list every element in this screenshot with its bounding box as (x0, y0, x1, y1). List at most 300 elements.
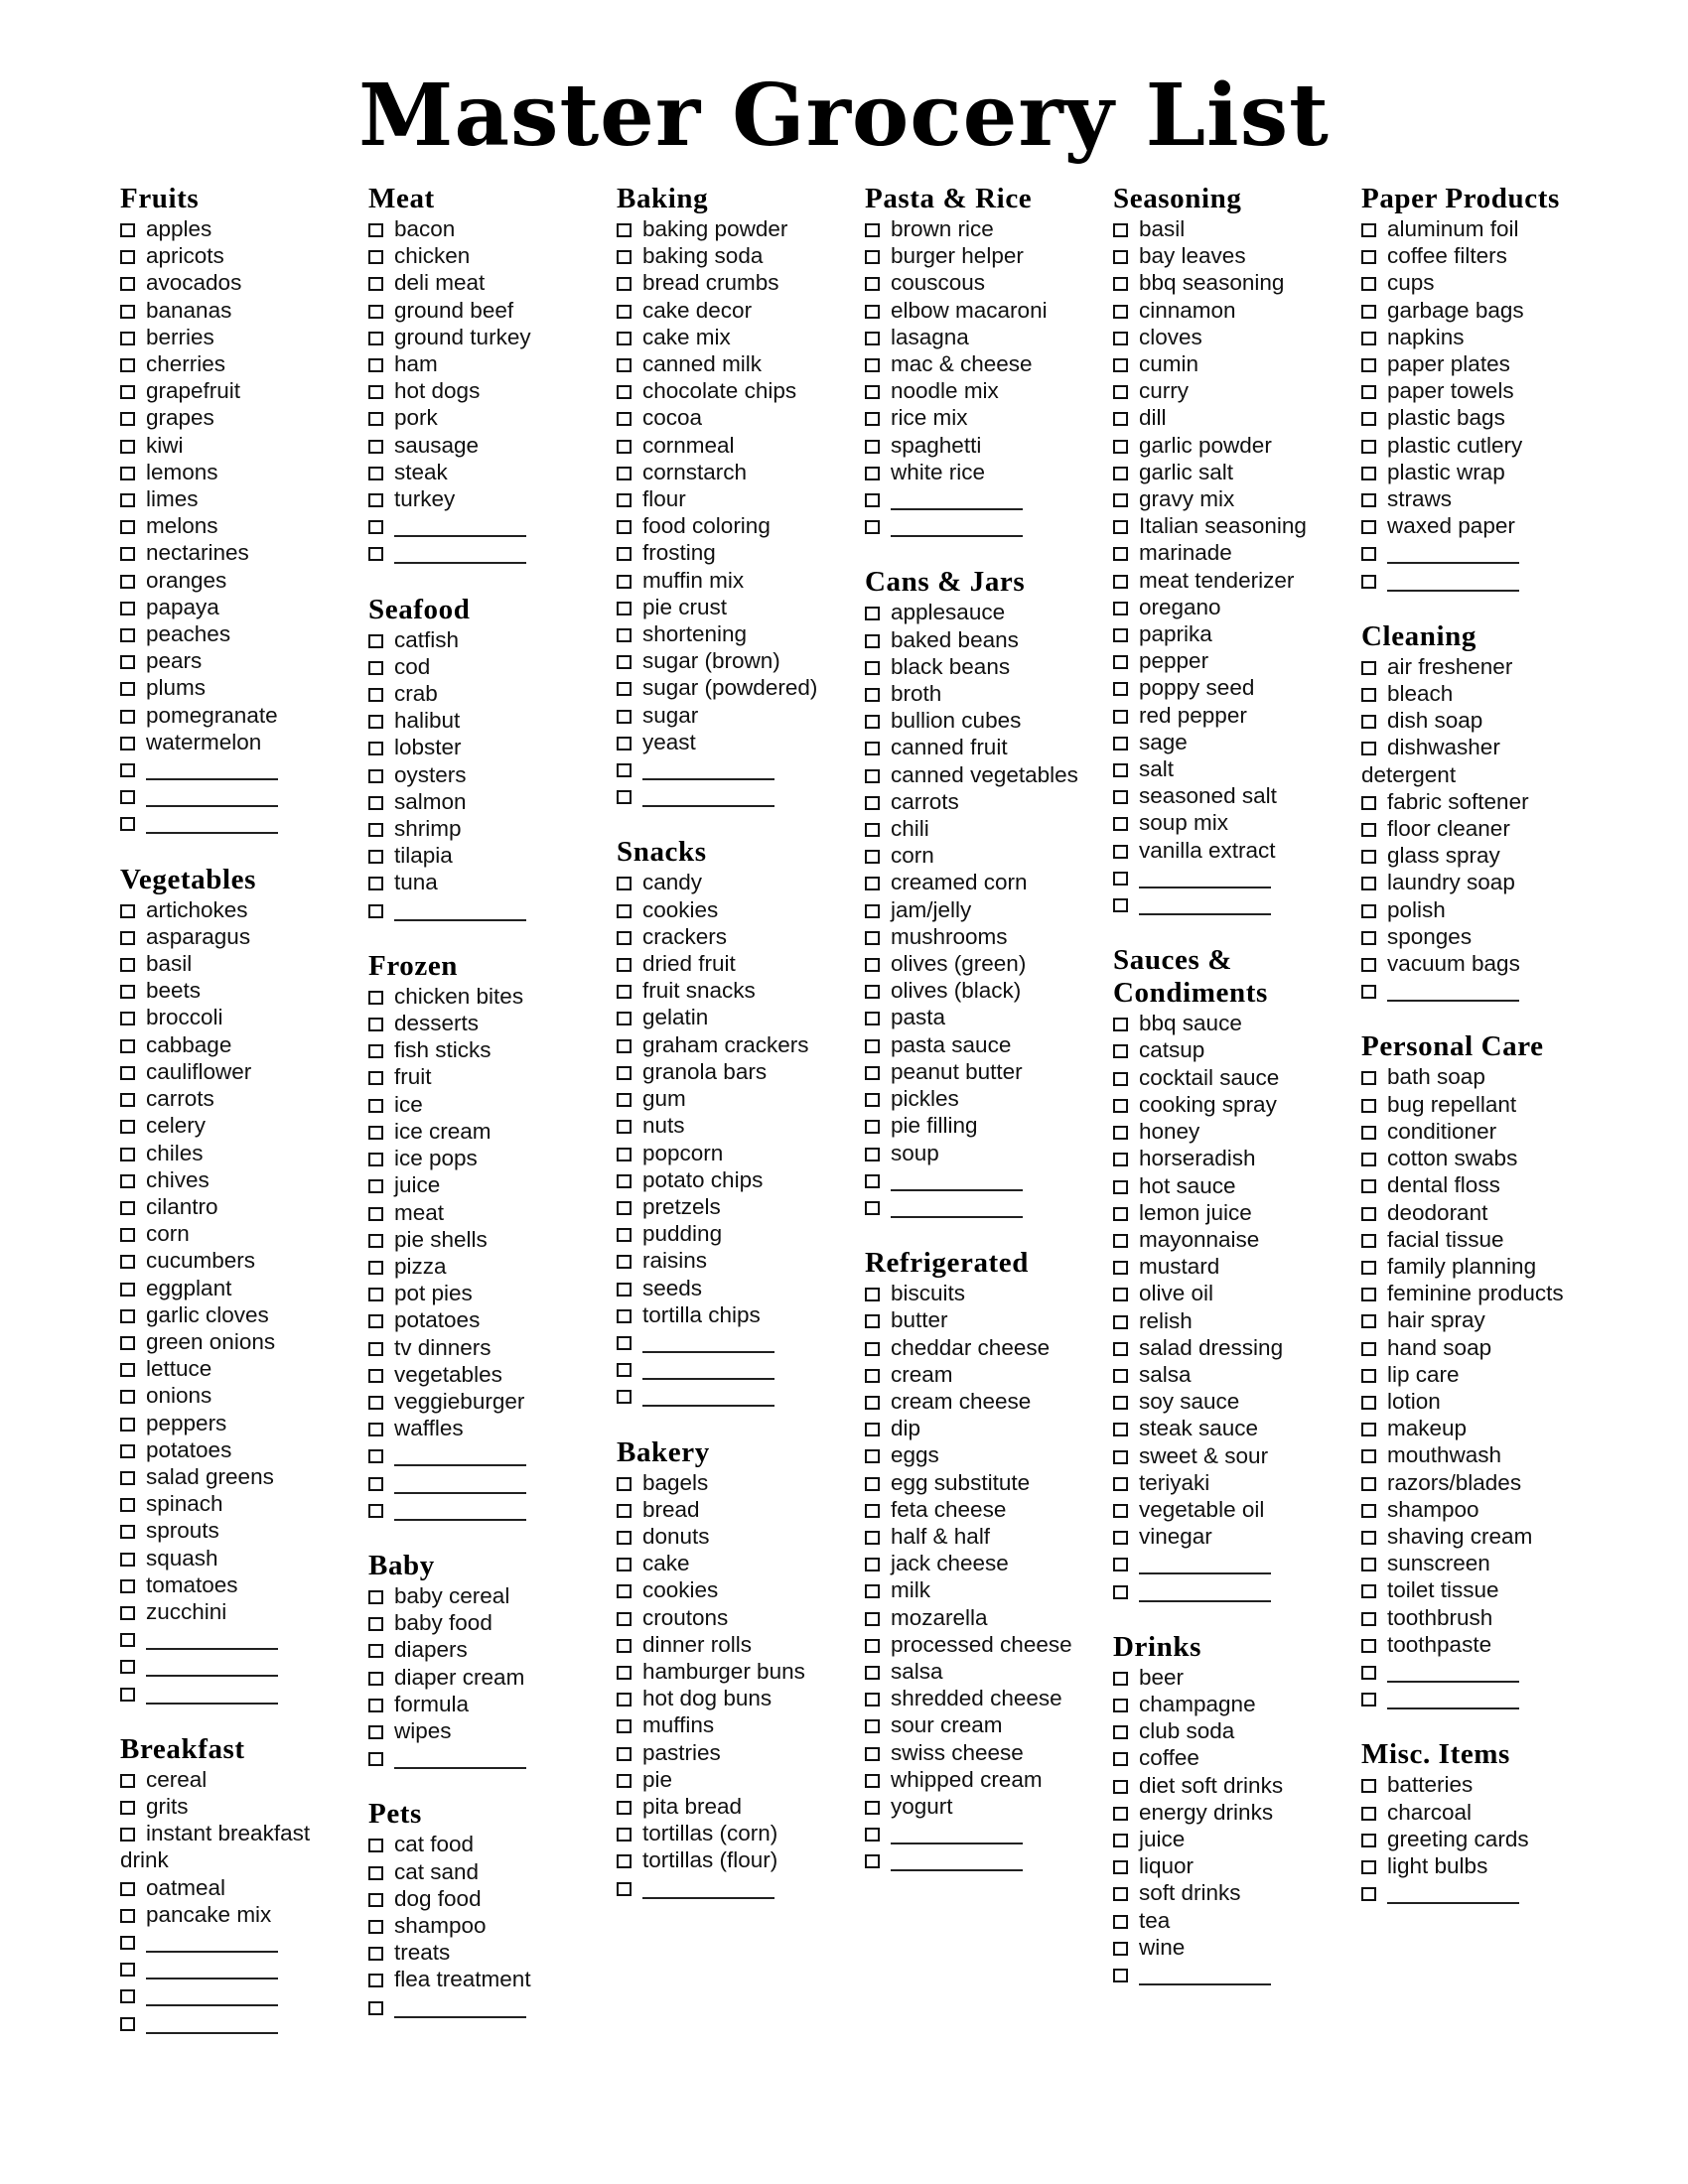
checkbox-icon[interactable] (1361, 223, 1376, 237)
checkbox-icon[interactable] (120, 1909, 135, 1923)
checkbox-icon[interactable] (1361, 305, 1376, 319)
list-item[interactable] (617, 1496, 830, 1523)
checkbox-icon[interactable] (1113, 1207, 1128, 1221)
checkbox-icon[interactable] (617, 440, 632, 454)
list-item[interactable] (368, 1145, 582, 1171)
list-item[interactable] (1113, 1172, 1327, 1199)
checkbox-icon[interactable] (368, 796, 383, 810)
write-in-line[interactable] (146, 1657, 278, 1677)
checkbox-icon[interactable] (865, 1314, 880, 1328)
checkbox-icon[interactable] (1361, 385, 1376, 399)
list-item[interactable] (120, 1382, 334, 1409)
checkbox-icon[interactable] (1361, 1693, 1376, 1706)
list-item[interactable] (865, 1112, 1078, 1139)
checkbox-icon[interactable] (865, 1558, 880, 1571)
list-item[interactable] (617, 1604, 830, 1631)
list-item[interactable] (120, 1058, 334, 1085)
checkbox-icon[interactable] (1113, 682, 1128, 696)
checkbox-icon[interactable] (865, 796, 880, 810)
blank-item[interactable] (368, 1469, 582, 1496)
checkbox-icon[interactable] (1361, 1207, 1376, 1221)
checkbox-icon[interactable] (368, 1504, 383, 1518)
checkbox-icon[interactable] (368, 1044, 383, 1058)
list-item[interactable] (865, 707, 1078, 734)
blank-item[interactable] (617, 1328, 830, 1355)
list-item[interactable] (617, 567, 830, 594)
blank-item[interactable] (368, 1496, 582, 1523)
checkbox-icon[interactable] (865, 1666, 880, 1680)
checkbox-icon[interactable] (617, 628, 632, 642)
list-item[interactable] (617, 242, 830, 269)
checkbox-icon[interactable] (368, 742, 383, 755)
list-item[interactable] (120, 1436, 334, 1463)
checkbox-icon[interactable] (1361, 1179, 1376, 1193)
checkbox-icon[interactable] (865, 769, 880, 783)
checkbox-icon[interactable] (1361, 931, 1376, 945)
checkbox-icon[interactable] (865, 1174, 880, 1188)
list-item[interactable] (368, 1912, 582, 1939)
list-item[interactable] (120, 702, 334, 729)
checkbox-icon[interactable] (617, 547, 632, 561)
list-item[interactable] (120, 1112, 334, 1139)
checkbox-icon[interactable] (1361, 1887, 1376, 1901)
list-item[interactable] (865, 1523, 1078, 1550)
checkbox-icon[interactable] (120, 1309, 135, 1323)
list-item[interactable] (120, 350, 334, 377)
blank-item[interactable] (368, 1993, 582, 2020)
list-item[interactable] (617, 977, 830, 1004)
checkbox-icon[interactable] (865, 1369, 880, 1383)
checkbox-icon[interactable] (368, 305, 383, 319)
list-item[interactable] (865, 269, 1078, 296)
list-item[interactable] (617, 1793, 830, 1820)
list-item[interactable] (617, 485, 830, 512)
checkbox-icon[interactable] (617, 737, 632, 751)
checkbox-icon[interactable] (1361, 688, 1376, 702)
list-item[interactable] (120, 1820, 334, 1873)
list-item[interactable] (368, 1858, 582, 1885)
list-item[interactable] (1361, 1550, 1575, 1576)
list-item[interactable] (617, 1550, 830, 1576)
checkbox-icon[interactable] (617, 1612, 632, 1626)
blank-item[interactable] (617, 755, 830, 782)
list-item[interactable] (368, 324, 582, 350)
checkbox-icon[interactable] (1113, 277, 1128, 291)
checkbox-icon[interactable] (1361, 1584, 1376, 1598)
list-item[interactable] (1361, 1415, 1575, 1441)
list-item[interactable] (1361, 680, 1575, 707)
checkbox-icon[interactable] (120, 737, 135, 751)
list-item[interactable] (865, 896, 1078, 923)
checkbox-icon[interactable] (617, 1012, 632, 1025)
list-item[interactable] (1113, 1691, 1327, 1717)
write-in-line[interactable] (891, 490, 1023, 510)
list-item[interactable] (865, 242, 1078, 269)
checkbox-icon[interactable] (120, 1363, 135, 1377)
checkbox-icon[interactable] (120, 1498, 135, 1512)
list-item[interactable] (865, 1604, 1078, 1631)
write-in-line[interactable] (1387, 544, 1519, 564)
list-item[interactable] (865, 1388, 1078, 1415)
blank-item[interactable] (368, 512, 582, 539)
write-in-line[interactable] (146, 1986, 278, 2006)
write-in-line[interactable] (642, 1360, 774, 1380)
checkbox-icon[interactable] (1113, 1180, 1128, 1194)
write-in-line[interactable] (1139, 1582, 1271, 1602)
checkbox-icon[interactable] (865, 1342, 880, 1356)
checkbox-icon[interactable] (368, 412, 383, 426)
checkbox-icon[interactable] (1113, 1369, 1128, 1383)
list-item[interactable] (1361, 896, 1575, 923)
checkbox-icon[interactable] (865, 520, 880, 534)
blank-item[interactable] (1113, 890, 1327, 917)
list-item[interactable] (865, 432, 1078, 459)
list-item[interactable] (120, 404, 334, 431)
list-item[interactable] (1361, 1576, 1575, 1603)
list-item[interactable] (1361, 350, 1575, 377)
checkbox-icon[interactable] (865, 607, 880, 620)
blank-item[interactable] (617, 1382, 830, 1409)
list-item[interactable] (1113, 1717, 1327, 1744)
list-item[interactable] (1361, 1441, 1575, 1468)
checkbox-icon[interactable] (120, 1390, 135, 1404)
write-in-line[interactable] (642, 787, 774, 807)
checkbox-icon[interactable] (1361, 1504, 1376, 1518)
checkbox-icon[interactable] (865, 1801, 880, 1815)
list-item[interactable] (865, 1550, 1078, 1576)
list-item[interactable] (617, 1301, 830, 1328)
checkbox-icon[interactable] (865, 1828, 880, 1842)
checkbox-icon[interactable] (1113, 1725, 1128, 1739)
list-item[interactable] (617, 1846, 830, 1873)
checkbox-icon[interactable] (1361, 332, 1376, 345)
checkbox-icon[interactable] (120, 1525, 135, 1539)
list-item[interactable] (368, 1691, 582, 1717)
write-in-line[interactable] (642, 1879, 774, 1899)
checkbox-icon[interactable] (120, 985, 135, 999)
list-item[interactable] (368, 869, 582, 895)
list-item[interactable] (865, 1496, 1078, 1523)
list-item[interactable] (1113, 1415, 1327, 1441)
list-item[interactable] (1113, 837, 1327, 864)
blank-item[interactable] (368, 539, 582, 566)
checkbox-icon[interactable] (1113, 817, 1128, 831)
list-item[interactable] (1361, 404, 1575, 431)
checkbox-icon[interactable] (368, 1725, 383, 1739)
checkbox-icon[interactable] (368, 688, 383, 702)
list-item[interactable] (617, 1631, 830, 1658)
checkbox-icon[interactable] (120, 1936, 135, 1950)
checkbox-icon[interactable] (368, 991, 383, 1005)
list-item[interactable] (1361, 269, 1575, 296)
list-item[interactable] (368, 761, 582, 788)
checkbox-icon[interactable] (865, 1396, 880, 1410)
checkbox-icon[interactable] (1113, 1234, 1128, 1248)
checkbox-icon[interactable] (368, 1449, 383, 1463)
checkbox-icon[interactable] (1361, 904, 1376, 918)
checkbox-icon[interactable] (617, 1309, 632, 1323)
list-item[interactable] (1361, 1631, 1575, 1658)
list-item[interactable] (865, 297, 1078, 324)
list-item[interactable] (120, 1545, 334, 1571)
checkbox-icon[interactable] (1361, 250, 1376, 264)
checkbox-icon[interactable] (1113, 1887, 1128, 1901)
checkbox-icon[interactable] (1361, 1126, 1376, 1140)
list-item[interactable] (1361, 1145, 1575, 1171)
blank-item[interactable] (120, 782, 334, 809)
list-item[interactable] (120, 1874, 334, 1901)
blank-item[interactable] (1113, 1550, 1327, 1576)
blank-item[interactable] (865, 1166, 1078, 1193)
list-item[interactable] (368, 1091, 582, 1118)
list-item[interactable] (120, 1275, 334, 1301)
list-item[interactable] (1113, 1496, 1327, 1523)
list-item[interactable] (617, 620, 830, 647)
checkbox-icon[interactable] (617, 493, 632, 507)
list-item[interactable] (617, 1739, 830, 1766)
checkbox-icon[interactable] (1113, 737, 1128, 751)
list-item[interactable] (1113, 215, 1327, 242)
checkbox-icon[interactable] (368, 1071, 383, 1085)
checkbox-icon[interactable] (1113, 493, 1128, 507)
list-item[interactable] (368, 1253, 582, 1280)
list-item[interactable] (617, 869, 830, 895)
list-item[interactable] (120, 1193, 334, 1220)
checkbox-icon[interactable] (1113, 305, 1128, 319)
checkbox-icon[interactable] (368, 661, 383, 675)
write-in-line[interactable] (1387, 1884, 1519, 1904)
checkbox-icon[interactable] (120, 1066, 135, 1080)
list-item[interactable] (865, 404, 1078, 431)
list-item[interactable] (368, 297, 582, 324)
write-in-line[interactable] (146, 760, 278, 780)
list-item[interactable] (120, 1220, 334, 1247)
blank-item[interactable] (1361, 1658, 1575, 1685)
checkbox-icon[interactable] (368, 1342, 383, 1356)
checkbox-icon[interactable] (617, 250, 632, 264)
checkbox-icon[interactable] (368, 493, 383, 507)
list-item[interactable] (368, 215, 582, 242)
checkbox-icon[interactable] (368, 1207, 383, 1221)
list-item[interactable] (368, 788, 582, 815)
list-item[interactable] (865, 869, 1078, 895)
checkbox-icon[interactable] (865, 223, 880, 237)
list-item[interactable] (1361, 869, 1575, 895)
write-in-line[interactable] (1387, 1690, 1519, 1709)
checkbox-icon[interactable] (617, 1363, 632, 1377)
write-in-line[interactable] (394, 1998, 526, 2018)
checkbox-icon[interactable] (120, 958, 135, 972)
list-item[interactable] (1361, 1226, 1575, 1253)
checkbox-icon[interactable] (1361, 796, 1376, 810)
list-item[interactable] (1361, 459, 1575, 485)
checkbox-icon[interactable] (120, 1283, 135, 1297)
checkbox-icon[interactable] (120, 1989, 135, 2003)
checkbox-icon[interactable] (1113, 1915, 1128, 1929)
list-item[interactable] (1113, 1934, 1327, 1961)
list-item[interactable] (120, 647, 334, 674)
blank-item[interactable] (368, 1744, 582, 1771)
checkbox-icon[interactable] (120, 358, 135, 372)
list-item[interactable] (1361, 1253, 1575, 1280)
checkbox-icon[interactable] (865, 412, 880, 426)
list-item[interactable] (368, 1939, 582, 1966)
checkbox-icon[interactable] (120, 1882, 135, 1896)
checkbox-icon[interactable] (120, 1633, 135, 1647)
checkbox-icon[interactable] (1113, 845, 1128, 859)
checkbox-icon[interactable] (1361, 440, 1376, 454)
write-in-line[interactable] (394, 1749, 526, 1769)
list-item[interactable] (1113, 404, 1327, 431)
list-item[interactable] (1113, 1523, 1327, 1550)
checkbox-icon[interactable] (120, 1828, 135, 1842)
checkbox-icon[interactable] (865, 1774, 880, 1788)
list-item[interactable] (120, 1247, 334, 1274)
checkbox-icon[interactable] (617, 277, 632, 291)
checkbox-icon[interactable] (865, 823, 880, 837)
list-item[interactable] (865, 215, 1078, 242)
checkbox-icon[interactable] (617, 985, 632, 999)
checkbox-icon[interactable] (1113, 1672, 1128, 1686)
checkbox-icon[interactable] (120, 1801, 135, 1815)
list-item[interactable] (865, 1140, 1078, 1166)
list-item[interactable] (865, 1576, 1078, 1603)
write-in-line[interactable] (1139, 1555, 1271, 1574)
checkbox-icon[interactable] (368, 1018, 383, 1031)
write-in-line[interactable] (1139, 1966, 1271, 1985)
list-item[interactable] (120, 377, 334, 404)
list-item[interactable] (617, 1166, 830, 1193)
list-item[interactable] (617, 702, 830, 729)
list-item[interactable] (120, 567, 334, 594)
checkbox-icon[interactable] (120, 1579, 135, 1593)
checkbox-icon[interactable] (865, 1719, 880, 1733)
list-item[interactable] (1361, 297, 1575, 324)
checkbox-icon[interactable] (120, 467, 135, 480)
checkbox-icon[interactable] (1361, 742, 1376, 755)
list-item[interactable] (368, 432, 582, 459)
list-item[interactable] (865, 680, 1078, 707)
checkbox-icon[interactable] (1361, 575, 1376, 589)
list-item[interactable] (617, 1711, 830, 1738)
checkbox-icon[interactable] (1113, 628, 1128, 642)
list-item[interactable] (368, 404, 582, 431)
checkbox-icon[interactable] (617, 1558, 632, 1571)
list-item[interactable] (1113, 459, 1327, 485)
checkbox-icon[interactable] (120, 602, 135, 615)
list-item[interactable] (1113, 432, 1327, 459)
checkbox-icon[interactable] (1113, 467, 1128, 480)
list-item[interactable] (1113, 1442, 1327, 1469)
checkbox-icon[interactable] (865, 1066, 880, 1080)
checkbox-icon[interactable] (1113, 763, 1128, 777)
checkbox-icon[interactable] (865, 1120, 880, 1134)
checkbox-icon[interactable] (120, 1688, 135, 1702)
checkbox-icon[interactable] (120, 1228, 135, 1242)
list-item[interactable] (617, 1469, 830, 1496)
checkbox-icon[interactable] (1361, 1234, 1376, 1248)
checkbox-icon[interactable] (1361, 877, 1376, 890)
checkbox-icon[interactable] (1113, 655, 1128, 669)
list-item[interactable] (617, 1193, 830, 1220)
write-in-line[interactable] (394, 1501, 526, 1521)
list-item[interactable] (1361, 1604, 1575, 1631)
checkbox-icon[interactable] (368, 250, 383, 264)
list-item[interactable] (1113, 350, 1327, 377)
checkbox-icon[interactable] (368, 1839, 383, 1852)
list-item[interactable] (1113, 729, 1327, 755)
checkbox-icon[interactable] (865, 440, 880, 454)
list-item[interactable] (617, 1140, 830, 1166)
write-in-line[interactable] (642, 760, 774, 780)
list-item[interactable] (617, 729, 830, 755)
checkbox-icon[interactable] (1361, 1807, 1376, 1821)
checkbox-icon[interactable] (1113, 1450, 1128, 1464)
list-item[interactable] (120, 1766, 334, 1793)
list-item[interactable] (1361, 512, 1575, 539)
checkbox-icon[interactable] (1361, 1423, 1376, 1436)
list-item[interactable] (1113, 674, 1327, 701)
list-item[interactable] (368, 1831, 582, 1857)
list-item[interactable] (1361, 950, 1575, 977)
list-item[interactable] (1113, 1253, 1327, 1280)
checkbox-icon[interactable] (120, 1201, 135, 1215)
checkbox-icon[interactable] (1361, 1153, 1376, 1166)
list-item[interactable] (120, 1517, 334, 1544)
write-in-line[interactable] (394, 1446, 526, 1466)
checkbox-icon[interactable] (617, 1639, 632, 1653)
list-item[interactable] (617, 1275, 830, 1301)
checkbox-icon[interactable] (1361, 1477, 1376, 1491)
checkbox-icon[interactable] (617, 1693, 632, 1706)
list-item[interactable] (120, 539, 334, 566)
list-item[interactable] (1113, 1388, 1327, 1415)
list-item[interactable] (368, 269, 582, 296)
list-item[interactable] (865, 1085, 1078, 1112)
checkbox-icon[interactable] (120, 763, 135, 777)
list-item[interactable] (617, 1247, 830, 1274)
checkbox-icon[interactable] (368, 358, 383, 372)
blank-item[interactable] (865, 1193, 1078, 1220)
checkbox-icon[interactable] (1113, 1423, 1128, 1436)
checkbox-icon[interactable] (368, 440, 383, 454)
list-item[interactable] (865, 815, 1078, 842)
list-item[interactable] (865, 1306, 1078, 1333)
list-item[interactable] (368, 485, 582, 512)
list-item[interactable] (617, 215, 830, 242)
list-item[interactable] (1113, 1469, 1327, 1496)
checkbox-icon[interactable] (1113, 1261, 1128, 1275)
checkbox-icon[interactable] (1361, 1639, 1376, 1653)
list-item[interactable] (1113, 269, 1327, 296)
list-item[interactable] (1113, 1199, 1327, 1226)
list-item[interactable] (368, 1415, 582, 1441)
checkbox-icon[interactable] (368, 332, 383, 345)
checkbox-icon[interactable] (617, 1584, 632, 1598)
list-item[interactable] (368, 1226, 582, 1253)
checkbox-icon[interactable] (1361, 1288, 1376, 1301)
checkbox-icon[interactable] (120, 1418, 135, 1432)
list-item[interactable] (120, 923, 334, 950)
list-item[interactable] (617, 1523, 830, 1550)
checkbox-icon[interactable] (1113, 1126, 1128, 1140)
list-item[interactable] (120, 1571, 334, 1598)
blank-item[interactable] (368, 1441, 582, 1468)
blank-item[interactable] (1361, 977, 1575, 1004)
write-in-line[interactable] (394, 1474, 526, 1494)
checkbox-icon[interactable] (617, 1801, 632, 1815)
list-item[interactable] (617, 1576, 830, 1603)
